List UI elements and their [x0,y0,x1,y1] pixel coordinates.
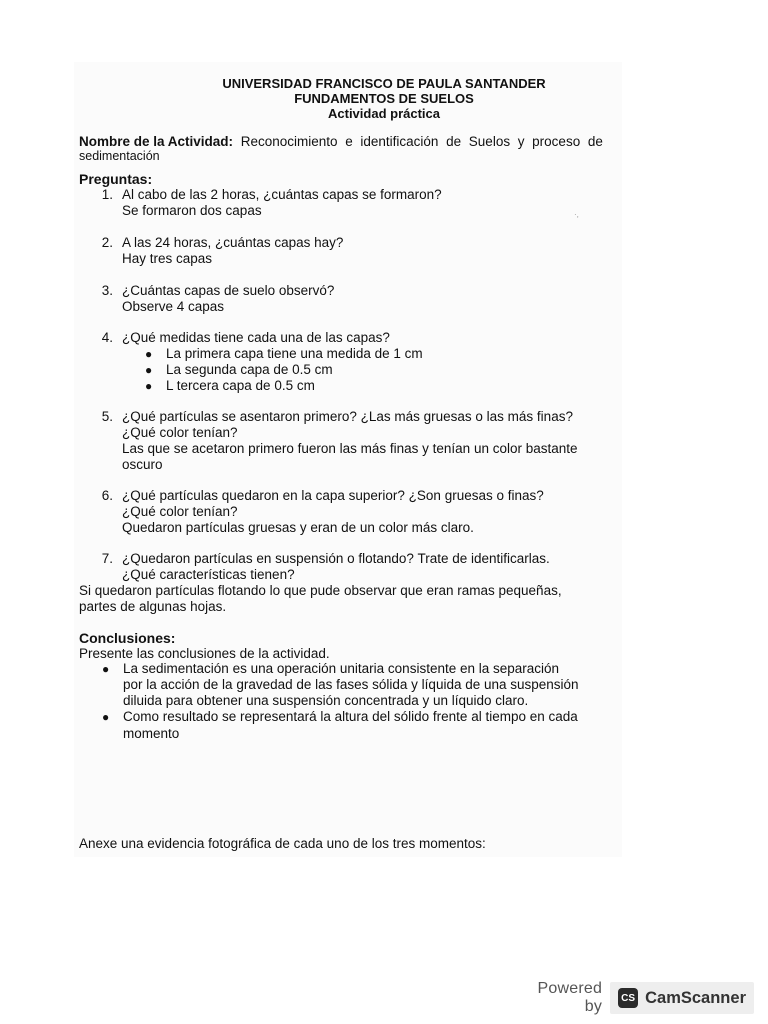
conclusion-line: diluida para obtener una suspensión concentrada y un líquido claro. [123,693,529,708]
answer-text-line2: oscuro [122,457,163,472]
camscanner-brand: CamScanner [645,988,746,1007]
question-text: ¿Cuántas capas de suelo observó? [122,283,335,298]
question-text: ¿Qué partículas quedaron en la capa superior? ¿Son gruesas o finas? [122,488,544,503]
questions-heading: Preguntas: [79,171,153,187]
question-number: 4. [101,330,113,345]
bullet-icon: ● [145,379,153,393]
answer-text: Hay tres capas [122,251,213,266]
conclusion-line: momento [123,726,180,741]
scan-speck: ·, [574,210,579,219]
conclusions-instruction: Presente las conclusiones de la actividad. [79,646,330,661]
activity-title-word: de [446,134,462,149]
course-title: FUNDAMENTOS DE SUELOS [294,91,474,106]
question-text-line2: ¿Qué color tenían? [122,425,238,440]
answer-text: Si quedaron partículas flotando lo que pude observar que eran ramas pequeñas, [79,583,562,598]
camscanner-badge [610,982,754,1014]
question-number: 5. [101,409,113,424]
answer-text: Observe 4 capas [122,299,225,314]
camscanner-logo-icon: CS [618,988,638,1008]
question-text: Al cabo de las 2 horas, ¿cuántas capas se formaron? [122,187,442,202]
conclusion-line: Como resultado se representará la altura del sólido frente al tiempo en cada [123,709,578,724]
question-text: ¿Quedaron partículas en suspensión o flotando? Trate de identificarlas. [122,551,550,566]
question-text-line2: ¿Qué características tienen? [122,567,295,582]
activity-label: Nombre de la Actividad: [79,134,234,149]
question-text: A las 24 horas, ¿cuántas capas hay? [122,235,344,250]
question-number: 7. [101,551,113,566]
activity-title-word: proceso [532,134,581,149]
bullet-icon: ● [145,363,153,377]
university-title: UNIVERSIDAD FRANCISCO DE PAULA SANTANDER [222,76,546,91]
answer-text: Las que se acetaron primero fueron las más finas y tenían un color bastante [122,441,578,456]
conclusions-heading: Conclusiones: [79,630,176,646]
powered-by-text: Powered by [537,980,603,1015]
conclusion-line: por la acción de la gravedad de las fases sólida y líquida de una suspensión [123,677,579,692]
question-number: 3. [101,283,113,298]
activity-name [79,134,603,164]
question-text: ¿Qué medidas tiene cada una de las capas? [122,330,390,345]
activity-title-word: e [345,134,353,149]
question-text: ¿Qué partículas se asentaron primero? ¿Las más gruesas o las más finas? [122,409,573,424]
answer-text-line2: partes de algunas hojas. [79,599,227,614]
activity-title-word: Reconocimiento [240,134,338,149]
activity-title-continuation: sedimentación [79,149,160,163]
activity-title-word: Suelos [468,134,511,149]
answer-text: Quedaron partículas gruesas y eran de un color más claro. [122,520,474,535]
answer-text: Se formaron dos capas [122,203,262,218]
bullet-icon: ● [102,662,110,676]
question-number: 6. [101,488,113,503]
question-number: 2. [101,235,113,250]
conclusion-line: La sedimentación es una operación unitaria consistente en la separación [123,661,560,676]
answer-bullet: La segunda capa de 0.5 cm [166,362,333,377]
question-text-line2: ¿Qué color tenían? [122,504,238,519]
camscanner-watermark [518,982,754,1014]
annex-instruction: Anexe una evidencia fotográfica de cada uno de los tres momentos: [79,836,486,851]
bullet-icon: ● [102,710,110,724]
activity-title-word: identificación [360,134,439,149]
bullet-icon: ● [145,347,153,361]
activity-title-word: y [517,134,525,149]
document-type: Actividad práctica [328,106,440,121]
answer-bullet: L tercera capa de 0.5 cm [166,378,315,393]
activity-title-word: de [587,134,603,149]
answer-bullet: La primera capa tiene una medida de 1 cm [166,346,423,361]
question-number: 1. [101,187,113,202]
